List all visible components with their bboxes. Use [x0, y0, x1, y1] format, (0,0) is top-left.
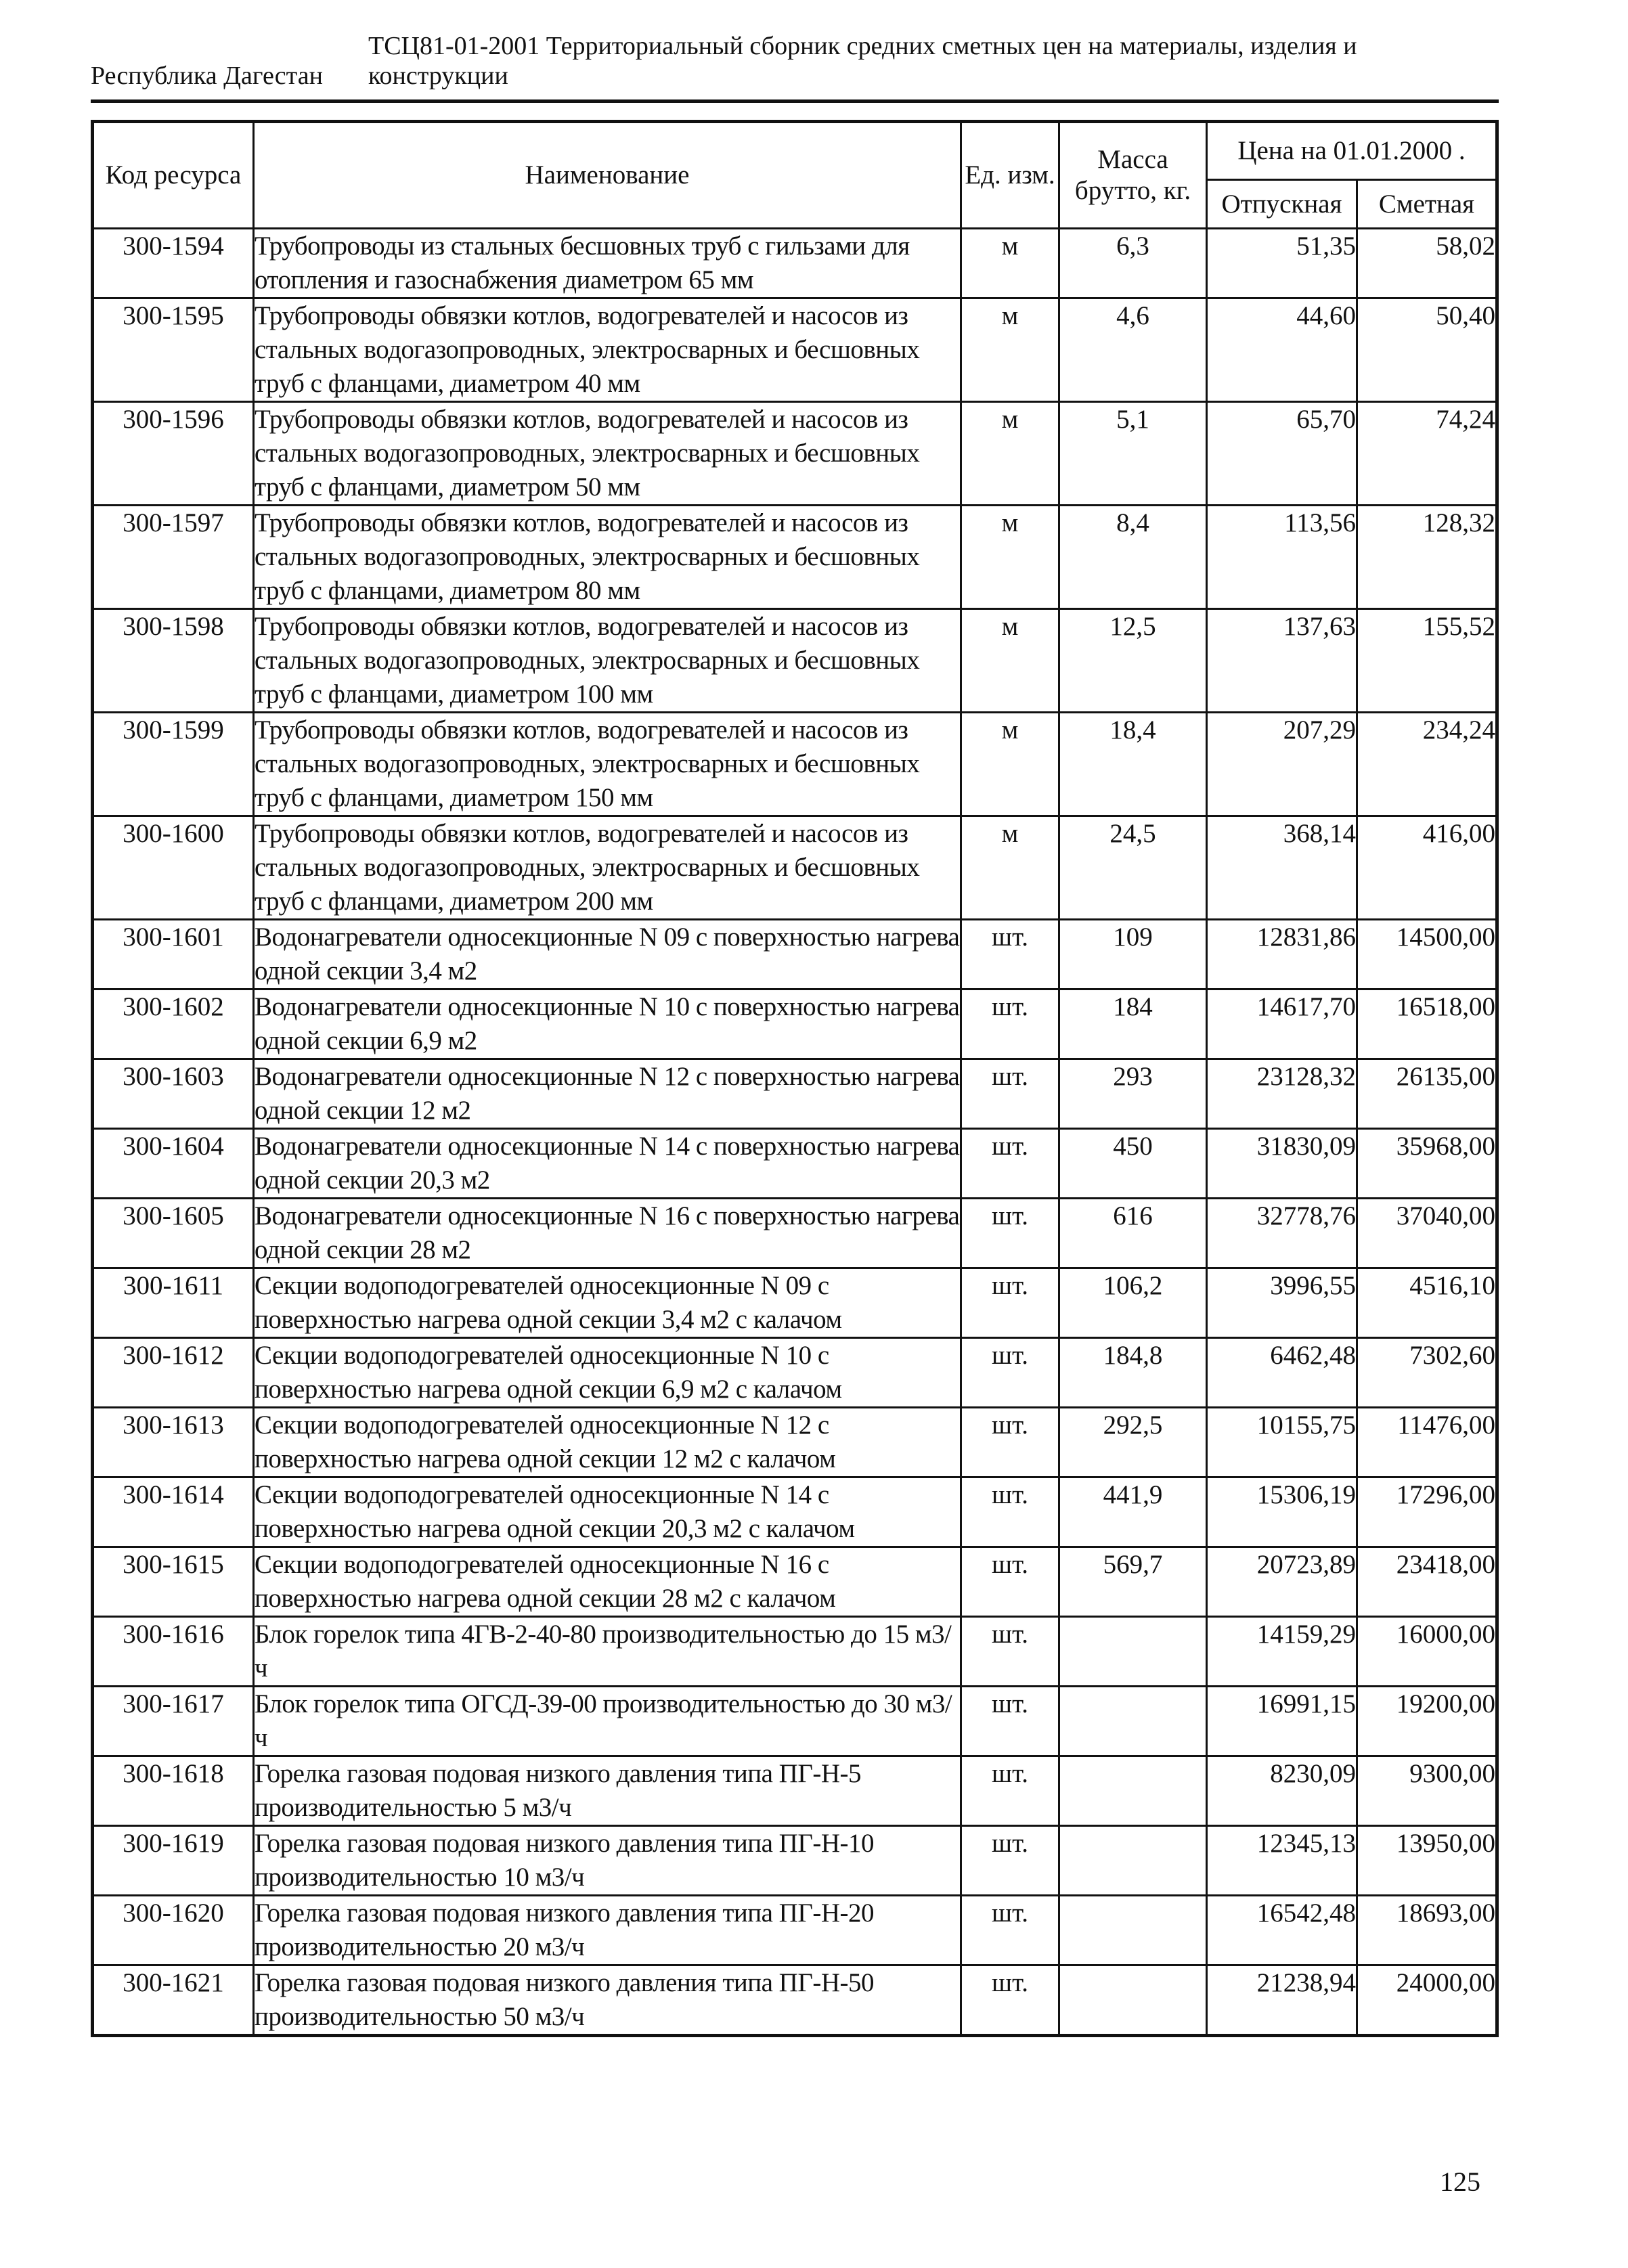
item-name-cell: Секции водоподогревателей односекционные N 09 с поверхностью нагрева одной секции 3,4 м2 с калачом: [254, 1268, 961, 1338]
table-row: [93, 816, 1497, 920]
unit-cell: шт.: [961, 1756, 1059, 1826]
release-price-cell: 65,70: [1207, 402, 1357, 506]
estimate-price-cell: 16518,00: [1357, 990, 1497, 1059]
resource-code-cell: 300-1613: [93, 1408, 254, 1477]
estimate-price-cell: 26135,00: [1357, 1059, 1497, 1129]
item-name-cell: Водонагреватели односекционные N 14 с поверхностью нагрева одной секции 20,3 м2: [254, 1129, 961, 1199]
table-row: [93, 402, 1497, 506]
table-row: [93, 1129, 1497, 1199]
mass-cell: 5,1: [1059, 402, 1207, 506]
unit-cell: шт.: [961, 1965, 1059, 2036]
unit-cell: шт.: [961, 1059, 1059, 1129]
release-price-cell: 12345,13: [1207, 1826, 1357, 1896]
mass-cell: 6,3: [1059, 229, 1207, 298]
release-price-cell: 368,14: [1207, 816, 1357, 920]
estimate-price-cell: 416,00: [1357, 816, 1497, 920]
estimate-price-cell: 19200,00: [1357, 1687, 1497, 1756]
table-body: [93, 229, 1497, 2036]
resource-code-cell: 300-1599: [93, 713, 254, 816]
header-region: Республика Дагестан: [91, 62, 323, 90]
item-name-cell: Трубопроводы обвязки котлов, водогревателей и насосов из стальных водогазопроводных, электросварных и бесшовных труб с фланцами, диаметром 50 мм: [254, 402, 961, 506]
table-row: [93, 1477, 1497, 1547]
table-row: [93, 1268, 1497, 1338]
item-name-cell: Секции водоподогревателей односекционные N 16 с поверхностью нагрева одной секции 28 м2 с калачом: [254, 1547, 961, 1617]
item-name-cell: Водонагреватели односекционные N 12 с поверхностью нагрева одной секции 12 м2: [254, 1059, 961, 1129]
table-row: [93, 1059, 1497, 1129]
table-row: [93, 920, 1497, 990]
unit-cell: шт.: [961, 1129, 1059, 1199]
unit-cell: м: [961, 609, 1059, 713]
resource-code-cell: 300-1614: [93, 1477, 254, 1547]
item-name-cell: Водонагреватели односекционные N 10 с поверхностью нагрева одной секции 6,9 м2: [254, 990, 961, 1059]
unit-cell: м: [961, 402, 1059, 506]
resource-code-cell: 300-1615: [93, 1547, 254, 1617]
mass-cell: [1059, 1617, 1207, 1687]
item-name-cell: Трубопроводы обвязки котлов, водогревателей и насосов из стальных водогазопроводных, электросварных и бесшовных труб с фланцами, диаметром 80 мм: [254, 506, 961, 609]
release-price-cell: 16542,48: [1207, 1896, 1357, 1965]
mass-cell: 441,9: [1059, 1477, 1207, 1547]
unit-cell: шт.: [961, 1687, 1059, 1756]
mass-cell: 569,7: [1059, 1547, 1207, 1617]
release-price-cell: 31830,09: [1207, 1129, 1357, 1199]
mass-cell: 109: [1059, 920, 1207, 990]
mass-cell: 4,6: [1059, 298, 1207, 402]
estimate-price-cell: 14500,00: [1357, 920, 1497, 990]
mass-cell: 184: [1059, 990, 1207, 1059]
estimate-price-cell: 24000,00: [1357, 1965, 1497, 2036]
release-price-cell: 23128,32: [1207, 1059, 1357, 1129]
table-row: [93, 609, 1497, 713]
estimate-price-cell: 23418,00: [1357, 1547, 1497, 1617]
estimate-price-cell: 155,52: [1357, 609, 1497, 713]
release-price-cell: 14617,70: [1207, 990, 1357, 1059]
item-name-cell: Секции водоподогревателей односекционные N 12 с поверхностью нагрева одной секции 12 м2 с калачом: [254, 1408, 961, 1477]
resource-code-cell: 300-1621: [93, 1965, 254, 2036]
unit-cell: шт.: [961, 1477, 1059, 1547]
table-row: [93, 1826, 1497, 1896]
release-price-cell: 10155,75: [1207, 1408, 1357, 1477]
estimate-price-cell: 74,24: [1357, 402, 1497, 506]
release-price-cell: 15306,19: [1207, 1477, 1357, 1547]
unit-cell: шт.: [961, 990, 1059, 1059]
table-row: [93, 1199, 1497, 1268]
item-name-cell: Горелка газовая подовая низкого давления типа ПГ-Н-10 производительностью 10 м3/ч: [254, 1826, 961, 1896]
unit-cell: шт.: [961, 1547, 1059, 1617]
release-price-cell: 21238,94: [1207, 1965, 1357, 2036]
mass-cell: 18,4: [1059, 713, 1207, 816]
estimate-price-cell: 50,40: [1357, 298, 1497, 402]
release-price-cell: 8230,09: [1207, 1756, 1357, 1826]
mass-cell: 24,5: [1059, 816, 1207, 920]
release-price-cell: 32778,76: [1207, 1199, 1357, 1268]
item-name-cell: Секции водоподогревателей односекционные N 10 с поверхностью нагрева одной секции 6,9 м2 с калачом: [254, 1338, 961, 1408]
estimate-price-cell: 18693,00: [1357, 1896, 1497, 1965]
table-row: [93, 506, 1497, 609]
item-name-cell: Трубопроводы обвязки котлов, водогревателей и насосов из стальных водогазопроводных, электросварных и бесшовных труб с фланцами, диаметром 150 мм: [254, 713, 961, 816]
estimate-price-cell: 11476,00: [1357, 1408, 1497, 1477]
item-name-cell: Блок горелок типа 4ГВ-2-40-80 производительностью до 15 м3/ч: [254, 1617, 961, 1687]
estimate-price-cell: 13950,00: [1357, 1826, 1497, 1896]
table-row: [93, 1547, 1497, 1617]
unit-cell: м: [961, 229, 1059, 298]
table-row: [93, 1896, 1497, 1965]
resource-code-cell: 300-1603: [93, 1059, 254, 1129]
release-price-cell: 137,63: [1207, 609, 1357, 713]
resource-code-cell: 300-1611: [93, 1268, 254, 1338]
release-price-cell: 12831,86: [1207, 920, 1357, 990]
resource-code-cell: 300-1605: [93, 1199, 254, 1268]
resource-code-cell: 300-1619: [93, 1826, 254, 1896]
unit-cell: шт.: [961, 920, 1059, 990]
page-number: 125: [1440, 2166, 1480, 2197]
resource-code-cell: 300-1617: [93, 1687, 254, 1756]
mass-cell: 106,2: [1059, 1268, 1207, 1338]
estimate-price-cell: 16000,00: [1357, 1617, 1497, 1687]
estimate-price-cell: 35968,00: [1357, 1129, 1497, 1199]
header-unit: Ед. изм.: [961, 122, 1059, 229]
header-mass: Масса брутто, кг.: [1059, 122, 1207, 229]
release-price-cell: 113,56: [1207, 506, 1357, 609]
mass-cell: 450: [1059, 1129, 1207, 1199]
item-name-cell: Секции водоподогревателей односекционные N 14 с поверхностью нагрева одной секции 20,3 м2 с калачом: [254, 1477, 961, 1547]
release-price-cell: 207,29: [1207, 713, 1357, 816]
table-row: [93, 229, 1497, 298]
estimate-price-cell: 58,02: [1357, 229, 1497, 298]
resource-code-cell: 300-1604: [93, 1129, 254, 1199]
item-name-cell: Трубопроводы из стальных бесшовных труб с гильзами для отопления и газоснабжения диаметром 65 мм: [254, 229, 961, 298]
table-row: [93, 713, 1497, 816]
unit-cell: шт.: [961, 1617, 1059, 1687]
resource-code-cell: 300-1602: [93, 990, 254, 1059]
unit-cell: м: [961, 816, 1059, 920]
table-row: [93, 1687, 1497, 1756]
item-name-cell: Трубопроводы обвязки котлов, водогревателей и насосов из стальных водогазопроводных, электросварных и бесшовных труб с фланцами, диаметром 40 мм: [254, 298, 961, 402]
release-price-cell: 16991,15: [1207, 1687, 1357, 1756]
mass-cell: [1059, 1687, 1207, 1756]
estimate-price-cell: 37040,00: [1357, 1199, 1497, 1268]
item-name-cell: Блок горелок типа ОГСД-39-00 производительностью до 30 м3/ч: [254, 1687, 961, 1756]
mass-cell: [1059, 1896, 1207, 1965]
price-table: [91, 120, 1499, 2037]
table-row: [93, 1756, 1497, 1826]
mass-cell: 292,5: [1059, 1408, 1207, 1477]
unit-cell: м: [961, 506, 1059, 609]
header-code: Код ресурса: [93, 122, 254, 229]
resource-code-cell: 300-1618: [93, 1756, 254, 1826]
estimate-price-cell: 9300,00: [1357, 1756, 1497, 1826]
estimate-price-cell: 234,24: [1357, 713, 1497, 816]
header-name: Наименование: [254, 122, 961, 229]
resource-code-cell: 300-1596: [93, 402, 254, 506]
header-price: Цена на 01.01.2000 .: [1207, 122, 1497, 180]
header-estimate-price: Сметная: [1357, 180, 1497, 229]
item-name-cell: Горелка газовая подовая низкого давления типа ПГ-Н-20 производительностью 20 м3/ч: [254, 1896, 961, 1965]
unit-cell: шт.: [961, 1826, 1059, 1896]
table-row: [93, 1408, 1497, 1477]
resource-code-cell: 300-1620: [93, 1896, 254, 1965]
unit-cell: шт.: [961, 1199, 1059, 1268]
table-row: [93, 1617, 1497, 1687]
unit-cell: шт.: [961, 1896, 1059, 1965]
resource-code-cell: 300-1595: [93, 298, 254, 402]
release-price-cell: 51,35: [1207, 229, 1357, 298]
mass-cell: [1059, 1826, 1207, 1896]
release-price-cell: 20723,89: [1207, 1547, 1357, 1617]
item-name-cell: Горелка газовая подовая низкого давления типа ПГ-Н-50 производительностью 50 м3/ч: [254, 1965, 961, 2036]
table-row: [93, 1338, 1497, 1408]
estimate-price-cell: 7302,60: [1357, 1338, 1497, 1408]
header-collection-title: ТСЦ81-01-2001 Территориальный сборник средних сметных цен на материалы, изделия и конструкции: [368, 32, 1357, 90]
item-name-cell: Трубопроводы обвязки котлов, водогревателей и насосов из стальных водогазопроводных, электросварных и бесшовных труб с фланцами, диаметром 100 мм: [254, 609, 961, 713]
page-header: [91, 32, 1499, 91]
resource-code-cell: 300-1601: [93, 920, 254, 990]
item-name-cell: Трубопроводы обвязки котлов, водогревателей и насосов из стальных водогазопроводных, электросварных и бесшовных труб с фланцами, диаметром 200 мм: [254, 816, 961, 920]
mass-cell: [1059, 1756, 1207, 1826]
resource-code-cell: 300-1600: [93, 816, 254, 920]
header-release-price: Отпускная: [1207, 180, 1357, 229]
item-name-cell: Водонагреватели односекционные N 09 с поверхностью нагрева одной секции 3,4 м2: [254, 920, 961, 990]
resource-code-cell: 300-1598: [93, 609, 254, 713]
table-row: [93, 1965, 1497, 2036]
unit-cell: шт.: [961, 1408, 1059, 1477]
mass-cell: 616: [1059, 1199, 1207, 1268]
item-name-cell: Горелка газовая подовая низкого давления типа ПГ-Н-5 производительностью 5 м3/ч: [254, 1756, 961, 1826]
estimate-price-cell: 4516,10: [1357, 1268, 1497, 1338]
table-row: [93, 990, 1497, 1059]
estimate-price-cell: 128,32: [1357, 506, 1497, 609]
resource-code-cell: 300-1594: [93, 229, 254, 298]
header-rule: [91, 99, 1499, 103]
mass-cell: 12,5: [1059, 609, 1207, 713]
resource-code-cell: 300-1616: [93, 1617, 254, 1687]
table-row: [93, 298, 1497, 402]
mass-cell: [1059, 1965, 1207, 2036]
unit-cell: м: [961, 713, 1059, 816]
release-price-cell: 6462,48: [1207, 1338, 1357, 1408]
mass-cell: 293: [1059, 1059, 1207, 1129]
unit-cell: шт.: [961, 1338, 1059, 1408]
mass-cell: 8,4: [1059, 506, 1207, 609]
unit-cell: шт.: [961, 1268, 1059, 1338]
release-price-cell: 14159,29: [1207, 1617, 1357, 1687]
item-name-cell: Водонагреватели односекционные N 16 с поверхностью нагрева одной секции 28 м2: [254, 1199, 961, 1268]
release-price-cell: 3996,55: [1207, 1268, 1357, 1338]
mass-cell: 184,8: [1059, 1338, 1207, 1408]
estimate-price-cell: 17296,00: [1357, 1477, 1497, 1547]
resource-code-cell: 300-1597: [93, 506, 254, 609]
resource-code-cell: 300-1612: [93, 1338, 254, 1408]
unit-cell: м: [961, 298, 1059, 402]
release-price-cell: 44,60: [1207, 298, 1357, 402]
